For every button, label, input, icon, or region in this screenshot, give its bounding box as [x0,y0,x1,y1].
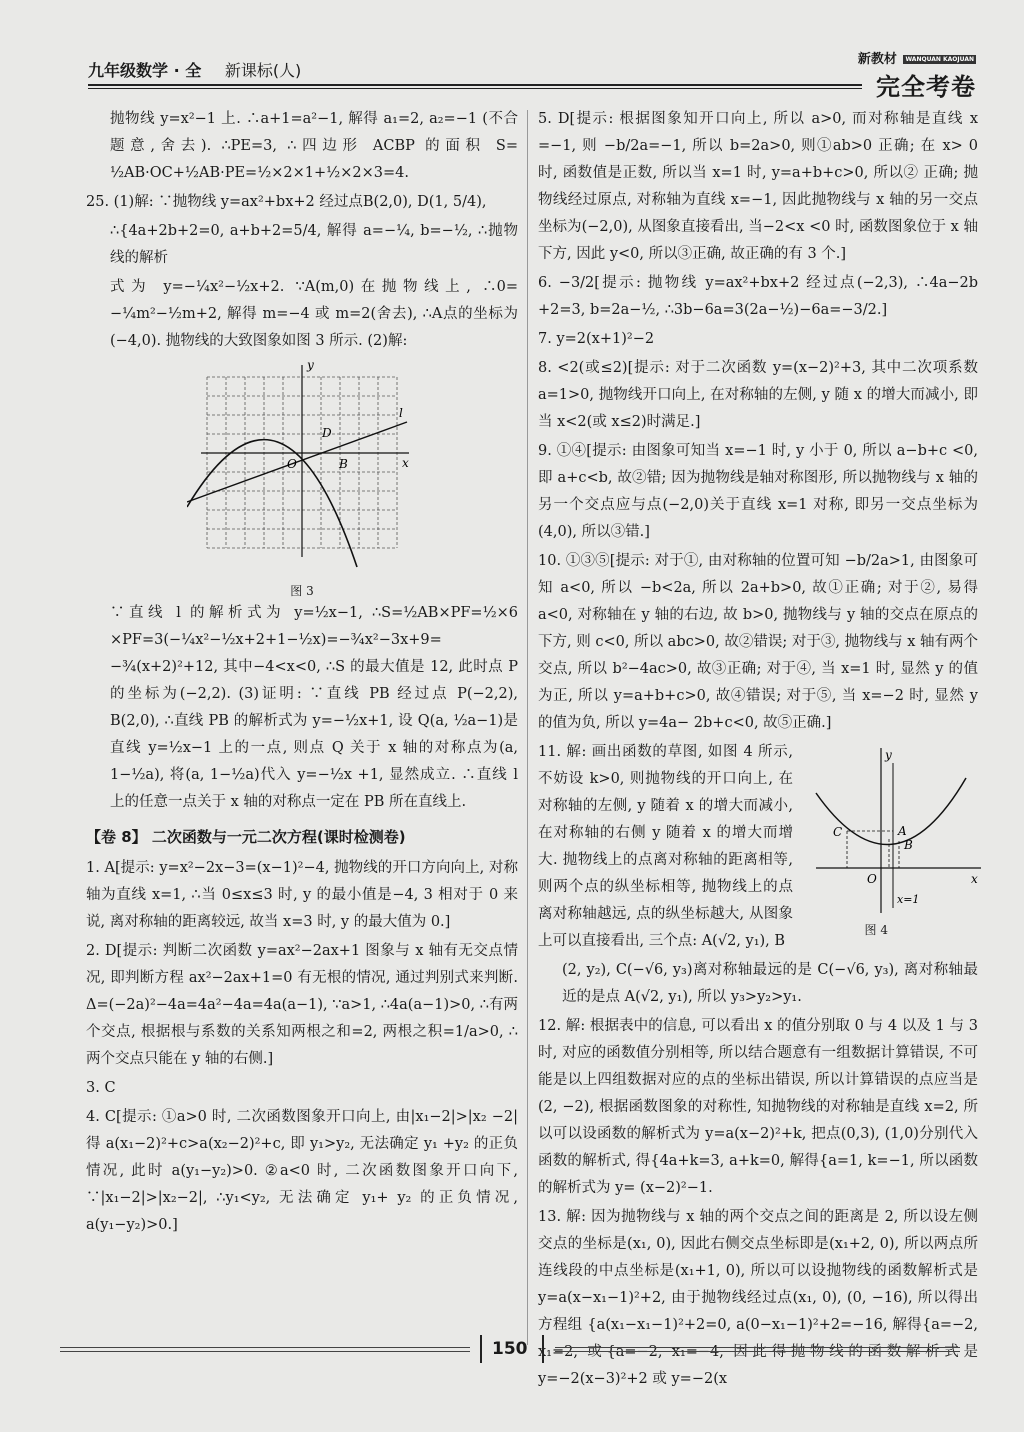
brand-main: 完全考卷 [876,73,976,101]
point-d-label: D [322,426,332,440]
vol8-q2: 2. D[提示: 判断二次函数 y=ax²−2ax+1 图象与 x 轴有无交点情况, 即判断方程 ax²−2ax+1=0 有无根的情况, 通过判别式来判断. Δ=(−2a)²−4a=4a²−4a=4a(a−1), ∵a>1, ∴4a(a−1)>0, ∴有两个交点, 根据根与系数的关系知两根之和=2, 两根之积=1/a>0, ∴两个交点只能在 y 轴的右侧.] [86,943,518,1067]
footer-rule-right [555,1347,960,1348]
footer-bar-left [480,1335,482,1363]
figure-4-caption: 图 4 [864,923,888,937]
figure-3-caption: 图 3 [290,584,314,598]
vol8-q12: 12. 解: 根据表中的信息, 可以看出 x 的值分别取 0 与 4 以及 1 与 3 时, 对应的函数值分别相等, 所以结合题意有一组数据计算错误, 不可能是以上四组数据对应的点的坐标出错误, 所以计算错误的点应当是(2, −2), 根据函数图象的对称性, 知抛物线的对称轴是直线 x=2, 所以可以设函数的解析式为 y=a(x−2)²+k, 把点(0,3), (1,0)分别代入函数的解析式, 得{4a+k=3, a+k=0, 解得{a=1, k=−1, 所以函数的解析式为 y= (x−2)²−1. [538,1018,978,1196]
vol8-q4: 4. C[提示: ①a>0 时, 二次函数图象开口向上, 由|x₁−2|>|x₂ −2|得 a(x₁−2)²+c>a(x₂−2)²+c, 即 y₁>y₂, 无法确定 y₁ +y₂ 的正负情况, 此时 a(y₁−y₂)>0. ②a<0 时, 二次函数图象开口向下, ∵|x₁−2|>|x₂−2|, ∴y₁<y₂, 无法确定 y₁+ y₂ 的正负情况, a(y₁−y₂)>0.] [86,1109,518,1233]
grade-label: 九年级数学 · 全 [88,61,202,80]
page-footer [60,1335,960,1365]
header-title [88,58,319,81]
x-label: x [402,456,409,470]
footer-rule-left-2 [60,1351,470,1352]
q11-text: 11. 解: 画出函数的草图, 如图 4 所示, 不妨设 k>0, 则抛物线的开口向上, 在对称轴的左侧, y 随着 x 的增大而减小, 在对称轴的右侧 y 随着 x 的增大而增大. 抛物线上的点离对称轴的距离相等, 则两个点的纵坐标相等, 抛物线上的点离对称轴越远, 点的纵坐标越大, 从图象上可以直接看出, 三个点: A(√2, y₁), B [538,744,793,949]
vol8-q5: 5. D[提示: 根据图象知开口向上, 所以 a>0, 而对称轴是直线 x =−1, 则 −b/2a=−1, 所以 b=2a>0, 则①ab>0 正确; 在 x> 0 时, 函数值是正数, 所以当 x=1 时, y=a+b+c>0, 所以② 正确; 抛物线经过原点, 对称轴为直线 x=−1, 因此抛物线与 x 轴的另一交点坐标为(−2,0), 从图象直接看出, 当−2<x <0 时, 函数图象位于 x 轴下方, 因此 y<0, 所以③正确, 故正确的有 3 个.] [538,111,978,262]
point-a-label: A [898,824,907,838]
q11-conclusion: (2, y₂), C(−√6, y₃)离对称轴最远的是 C(−√6, y₃), 离对称轴最近的是点 A(√2, y₁), 所以 y₃>y₂>y₁. [562,962,978,1005]
figure-3-graph [187,357,417,582]
vol8-q1: 1. A[提示: y=x²−2x−3=(x−1)²−4, 抛物线的开口方向向上, 对称轴为直线 x=1, ∴当 0≤x≤3 时, y 的最小值是−4, 3 相对于 0 来说, 离对称轴的距离较远, 故当 x=3 时, y 的最大值为 0.] [86,860,518,930]
page-header [70,52,982,102]
header-rule [88,84,862,86]
page-number: 150 [492,1339,528,1359]
q25-part2: ∵直线 l 的解析式为 y=½x−1, ∴S=½AB×PF=½×6 ×PF=3(−¼x²−½x+2+1−½x)=−¾x²−3x+9= −¾(x+2)²+12, 其中−4<x<0, ∴S 的最大值是 12, 此时点 P 的坐标为(−2,2). (3)证明: ∵直线 PB 经过点 P(−2,2), B(2,0), ∴直线 PB 的解析式为 y=−½x+1, 设 Q(a, ½a−1)是直线 y=½x−1 上的一点, 则点 Q 关于 x 轴的对称点为(a, 1−½a), 将(a, 1−½a)代入 y=−½x +1, 显然成立. ∴直线 l 上的任意一点关于 x 轴的对称点一定在 PB 所在直线上. [110,605,518,810]
vol8-q6: 6. −3/2[提示: 抛物线 y=ax²+bx+2 经过点(−2,3), ∴4a−2b +2=3, b=2a−½, ∴3b−6a=3(2a−½)−6a=−3/2.] [538,275,978,318]
brand-tag: WANQUAN KAOJUAN [905,56,974,63]
point-c-label: C [833,825,843,839]
origin-label: O [287,457,297,471]
right-column [538,106,978,1395]
q25-line2: ∴{4a+2b+2=0, a+b+2=5/4, 解得 a=−¼, b=−½, ∴抛物线的解析 [110,223,518,266]
brand-logo [858,48,976,102]
vol8-q7: 7. y=2(x+1)²−2 [538,331,655,347]
origin-label: O [867,872,877,886]
footer-rule-left [60,1347,470,1348]
q24-continuation: 抛物线 y=x²−1 上. ∴a+1=a²−1, 解得 a₁=2, a₂=−1 (不合题意,舍去). ∴PE=3, ∴四边形 ACBP 的面积 S= ½AB·OC+½AB·PE=½×2×1+½×2×3=4. [110,111,518,181]
y-label: y [885,748,892,762]
footer-rule-right-2 [555,1351,960,1352]
symmetry-axis-label: x=1 [897,893,920,906]
x-label: x [971,872,978,886]
header-rule-thin [88,88,862,89]
q25-line1: 25. (1)解: ∵抛物线 y=ax²+bx+2 经过点B(2,0), D(1, 5/4), [86,194,487,210]
point-b-label: B [904,838,913,852]
column-divider [527,110,528,1345]
brand-small: 新教材 [857,52,897,67]
y-label: y [307,358,314,372]
line-l-label: l [399,406,403,420]
vol8-q8: 8. <2(或≤2)[提示: 对于二次函数 y=(x−2)²+3, 其中二次项系数 a=1>0, 抛物线开口向上, 在对称轴的左侧, y 随 x 的增大而减小, 即当 x<2(或 x≤2)时满足.] [538,360,978,430]
vol8-q13: 13. 解: 因为抛物线与 x 轴的两个交点之间的距离是 2, 所以设左侧交点的坐标是(x₁, 0), 因此右侧交点坐标即是(x₁+2, 0), 所以两点所连线段的中点坐标是(x₁+1, 0), 所以可以设抛物线的函数解析式是 y=a(x−x₁−1)²+2, 由于抛物线经过点(x₁, 0), (0, −16), 所以得出方程组 {a(x₁−x₁−1)²+2=0, a(0−x₁−1)²+2=−16, 解得{a=−2, x₁=2, 或{a=−2, x₁=−4, 因此得抛物线的函数解析式是 y=−2(x−3)²+2 或 y=−2(x [538,1209,978,1387]
left-column [86,106,518,1241]
vol8-q9: 9. ①④[提示: 由图象可知当 x=−1 时, y 小于 0, 所以 a−b+c <0, 即 a+c<b, 故②错; 因为抛物线是轴对称图形, 所以抛物线与 x 轴的另一个交点应与点(−2,0)关于直线 x=1 对称, 即另一交点坐标为(4,0), 所以③错.] [538,443,978,540]
point-b-label: B [339,457,348,471]
q25-line3: 式为 y=−¼x²−½x+2. ∵A(m,0)在抛物线上, ∴0= −¼m²−½m+2, 解得 m=−4 或 m=2(舍去), ∴A点的坐标为(−4,0). 抛物线的大致图象如图 3 所示. (2)解: [110,279,518,349]
footer-bar-right [542,1335,544,1363]
vol8-q3: 3. C [86,1080,116,1096]
edition-label: 新课标(人) [224,61,302,80]
vol8-q10: 10. ①③⑤[提示: 对于①, 由对称轴的位置可知 −b/2a>1, 由图象可知 a<0, 所以 −b<2a, 所以 2a+b>0, 故①正确; 对于②, 易得 a<0, 对称轴在 y 轴的右边, 故 b>0, 抛物线与 y 轴的交点在原点的下方, 则 c<0, 所以 abc>0, 故②错误; 对于③, 抛物线与 x 轴有两个交点, 所以 b²−4ac>0, 故③正确; 对于④, 当 x=1 时, 显然 y 的值为正, 所以 y=a+b+c>0, 故④错误; 对于⑤, 当 x=−2 时, 显然 y 的值为负, 所以 y=4a− 2b+c<0, 故⑤正确.] [538,553,978,731]
section-heading-vol8: 【卷 8】 二次函数与一元二次方程(课时检测卷) [86,828,406,846]
figure-4-graph [811,743,986,918]
vol8-q11 [538,739,978,955]
